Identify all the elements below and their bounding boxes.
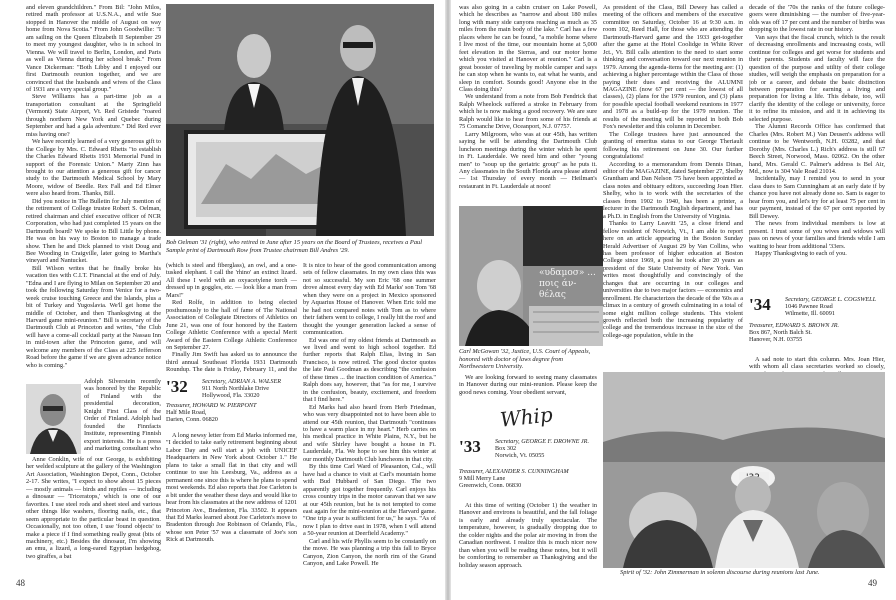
paragraph: Happy Thanksgiving to each of you. [755, 249, 847, 257]
address-line: Darien, Conn. 06820 [166, 416, 218, 424]
right-col3-top [749, 4, 885, 294]
paragraph: Incidentally, may I remind you to send in your class dues to Sam Cunningham at an early date if by chance you have not already done so. Sam is eager to hear from you, and let's try for at least 75 per cent in our payment, instead of the 67 per cent reported by Bill Dewey. [749, 175, 885, 220]
address-line: Box 302 [495, 445, 517, 453]
spread-gutter [445, 0, 451, 600]
paragraph: We have recently learned of a very generous gift to the College by Mrs. C. Edward Rhetts "to establish the Charles Edward Rhetts 1931 Memorial Fund in support of the Forensic Union." Marty Zinn has brought to our attention a generous gift for cancer study to the Dartmouth Medical School by Mary Moore, widow of Beedle. Rex Fall and Ed Elmer were also heard from. Thanks, Bill. [26, 138, 161, 198]
paragraph: As president of the Class, Bill Dewey has called a meeting of the officers and members of the executive committee on Saturday, October 16 at 9:30 a.m. in room 102, Reed Hall, for those who are attending the Dartmouth-Harvard game and the 1933 get-together after the game at the Hotel Coolidge in White River Jct., Vt. Bill calls attention to the need to start some thinking and conversation toward our next reunion in 1979. Among the agenda-items for the meeting are: (1) achieving a higher percentage within the Class of those paying their dues and receiving the ALUMNI MAGAZINE (now 67 per cent — the lowest of all classes), (2) plans for the 1979 reunion, and (3) plans for possible special football weekend reunions in 1977 and 1978 as a build-up for the 1979 reunion. The results of the meeting will be reported in both Bob Fox's newsletter and this column in December. [603, 4, 743, 131]
paragraph: By this time Carl Ward of Pleasanton, Cal., will have had a chance to visit at Carl's mountain home with Bud Hubbard of San Diego. The two apparently got together frequently. Carl enjoys his cross country trips in the motor caravan that we saw at our 45th reunion, but he is not tempted to come east again for the mini-reunion at the Harvard game. "One trip a year is sufficient for us," he says. "As of now I plan to drive east in 1978, when I will attend a 50-year reunion at Deerfield Academy." [303, 463, 436, 538]
photo2-banner-text: «υδαμοσ» ... ποις άν-θέλας [539, 268, 596, 300]
address-line: Norwich, Vt. 05055 [495, 452, 545, 460]
right-col1-bottom [459, 502, 597, 578]
paragraph: Adolph Silverstein recently was honored by the Republic of Finland with the presidential decoration, Knight First Class of the Order of Finland. Adolph had founded the Finnfacts Institute, representing Finnish export interests. He is a press and marketing consultant who [84, 378, 161, 452]
address-line: Box 867, North Balch St. [749, 329, 812, 337]
paragraph: decade of the '70s the ranks of the future college-goers were diminishing — the number of five-year-olds was off 17 per cent and the number of births was dropping to the lowest rate in our history. [749, 4, 885, 34]
paragraph: (which is steel and fiberglass), an owl, and a one-tusked elephant. I call the 'rhino' an extinct lizard. All these I weld with an oxyacetylene torch — dressed up in goggles, etc. — look like a man from Mars!" [166, 262, 297, 299]
paragraph: Did you notice in The Bulletin for July mention of the retirement of College trustee Robert S. Oelman, retired chairman and chief executive officer of NCR Corporation, who had just completed 15 years on the Dartmouth board? We spoke to Bill Little by phone. He was on his way to Boston to manage a trade show. Then he and Dick planned to visit Doug and Bee Wooding in Craigville, later going to Martha's vineyard and Nantucket. [26, 197, 161, 265]
secretary-line: Secretary, GEORGE F. DROWNE JR. [495, 438, 589, 445]
left-col2-bottom [166, 432, 297, 576]
photo-carl-mcgowan [459, 206, 603, 346]
address-line: Greenwich, Conn. 06830 [459, 482, 522, 490]
paragraph: Ed Marks had also heard from Herb Friedman, who was very disappointed not to have been able to attend our 45th reunion, that Dartmouth "continues to have a warm place in my heart." Herb carries on his medical practice in White Plains, N.Y., but he and wife Shirley have bought a house in Ft. Lauderdale, Fla. We hope to see him this winter at our monthly Dartmouth Club luncheons in that city. [303, 403, 436, 463]
photo-oelman-andres [166, 4, 434, 236]
address-line: 911 North Northlake Drive [202, 385, 269, 393]
address-line: 9 Mill Merry Lane [459, 475, 506, 483]
paragraph: The Alumni Records Office has confirmed that Charles (Mrs. Robert M.) Van Deusen's address will continue to be Wentworth, N.H. 03282, and that Dorothy (Mrs. Charles L.) Rich's address is still 67 Beech Street, Norwood, Mass. 02062. On the other hand, Mrs. Gerald C. Palmer's address is Bel Air, Md., now is 304 Vale Road 21014. [749, 123, 885, 175]
paragraph: Ed was one of my oldest friends at Dartmouth as we lived and went to high school together. Ed further reports that Ralph Elias, living in San Francisco, is now retired. The good doctor quotes the late Paul Goodman as describing "the confusion of these times ... the inaction condition of America." Ralph does say, however, that "as for me, I survive in the confusion, beauty, excitement, and freedom that I find here." [303, 336, 436, 404]
paragraph: We are looking forward to seeing many classmates in Hanover during our mini-reunion. Please keep the good news coming. Your obedient servant, [459, 374, 597, 396]
right-col3-mid [749, 356, 885, 372]
left-col2-top [166, 262, 297, 374]
treasurer-line: Treasurer, HOWARD W. PIERPONT [166, 402, 257, 409]
class-year: '34 [749, 295, 771, 314]
paragraph: was also going in a cabin cruiser on Lake Powell, which he describes as "narrow and about 180 miles long with many side canyons reaching as much as 35 miles from the main body of the lake." Carl has a few places where he can be found, "a mobile home where I live most of the time, our mountain home at 5,000 feet elevation in the Sierras, and our motor home which you visited at Hanover at reunion." Carl is a great booster of traveling by mobile camper and says he can stop when he wants to, eat what he wants, and sleep in comfort. Sounds good! Anyone else in the Class doing this? [459, 4, 597, 93]
address-line: Wilmette, Ill. 60091 [785, 310, 835, 318]
right-col1-mid [459, 374, 597, 402]
address-line: Hollywood, Fla. 33020 [202, 392, 260, 400]
photo1-caption: Bob Oelman '31 (right), who retired in June after 15 years on the Board of Trustees, receives a Paul Sample print of Dartmouth Row from Trustee chairman Bill Andres '29. [166, 239, 423, 254]
page-number-right: 49 [868, 578, 877, 588]
paragraph: Bill Wilson writes that he finally broke his vacation ties with C.I.T. Financial at the end of July. "Edna and I are flying to Milan on September 20 and took the following Saturday from Venice for a two-week cruise touching Greece and the Islands, plus a bit of Turkey and Yugoslavia. We'll get home the middle of October, and then Thanksgiving at the Harvard game mini-reunion." Bill is secretary of the Dartmouth Club at Princeton and writes, "the Club will have a come-all cocktail party at the Nassau Inn in mid-town after the Princeton game, and will welcome any members of the Class at 225 Jefferson Road before the game if we are given advance notice who is coming." [26, 264, 161, 369]
paragraph: Anne Conklin, wife of our George, is exhibiting her welded sculpture at the gallery of the Washington Art Association, Washington Depot, Conn., October 2-17. She writes, "I expect to show about 15 pieces — mostly animals — birds and reptiles — including a dinosaur — 'Triceratops,' which is one of our favorites. I use steel rods and sheet steel and various other things like washers, flooring nails, etc., that seem appropriate to the particular beast in question. Occasionally, not too often, I use 'found objects' to make a piece if I find something really great (bits of machinery, etc.) Besides the dinosaur, I'm showing an emu, a lizard, a long-eared Egyptian hedgehog, two giraffes, a bat [26, 456, 161, 560]
paragraph: We understand from a note from Bob Fendrick that Ralph Wheelock suffered a stroke in February from which he is now making a good recovery. We are sure Ralph would like to hear from some of his friends at 75 Comanche Drive, Oceanport, N.J. 07757. [459, 93, 597, 131]
paragraph: According to a memorandum from Dennis Dinan, editor of the MAGAZINE, dated September 27, Shelby Grantham and Dan Nelson '75 have been appointed as class notes and obituary editors, succeeding Joan Hier. Shelby, who is to work with the secretaries of the classes from 1902 to 1940, has been a printer, a lecturer in the Dartmouth English department, and has a Ph.D. in English from the University of Virginia. [603, 160, 743, 220]
paragraph: The news from individual members is low at present. I trust some of you wives and widows will pass on news of your families and friends while I am waiting to hear from additional '33ers. [749, 220, 885, 250]
treasurer-line: Treasurer, EDWARD S. BROWN JR. [749, 322, 840, 329]
class-heading-1933 [459, 438, 597, 500]
paragraph: Carl and his wife Phyllis seem to be constantly on the move. He was planning a trip this fall to Bryce Canyon, Zion Canyon, the north rim of the Grand Canyon, and Lake Powell. He [303, 537, 436, 568]
portrait-photo-adolph-silverstein [26, 384, 81, 454]
class-year: '33 [459, 437, 481, 456]
paragraph: Larry Milgroom, who was at our 45th, has written saying he will be attending the Dartmouth Club luncheon meetings during the winter which he spent in Ft. Lauderdale. We need him and other "young men" to "soup up the geriatric group" as he puts it. Any classmates in the South Florida area please attend — 1st Thursday of every month — Heilman's restaurant in Ft. Lauderdale at noon! [459, 130, 597, 190]
class-heading-1934 [749, 296, 885, 354]
photo3-caption: Spirit of '32: John Zimmerman in solemn discourse during reunions last June. [620, 569, 820, 576]
paragraph: and eleven grandchildren." From Bil: "John Milos, retired math professor at U.S.N.A., and wife Sue stopped in Hanover the middle of August on way home from Nova Scotia." From John Goodwillie: "I am sailing on the Queen Elizabeth II September 29 to meet my youngest daughter, who is in school in Vienna. We will travel to Berlin, London, and Paris as well as Vienna during her school break." From Vance Dickerman: "Both Libby and I enjoyed our first Dartmouth reunion together, and we are convinced that the husbands and wives of the Class of 1931 are a very special group." [26, 4, 161, 93]
secretary-line: Secretary, GEORGE L. COGSWELL [785, 296, 877, 303]
left-col1-top [26, 4, 161, 372]
paragraph: The College trustees have just announced the granting of emeritus status to our George Theriault following his retirement on June 30. Our further congratulations! [603, 130, 743, 161]
photo-john-zimmerman [603, 372, 885, 568]
treasurer-line: Treasurer, ALEXANDER S. CUNNINGHAM [459, 468, 569, 475]
paragraph: Thanks to Larry Leavitt '25, a close friend and fellow resident of Norwich, Vt., I am able to report here on an article appearing in the Boston Sunday Herald Advertiser of August 29 by Van Collins, who has been professor of higher education at Boston College since 1969, a post he took after 20 years as president of the State University of New York. Van writes most thoughtfully and convincingly of the changes that are occurring in our colleges and universities due to two major factors — economics and enrollment. He characterizes the decade of the '60s as a climax in a century of growth culminating in a total of some eight million college students. This violent growth reflected both the increasing popularity of college and the tremendous increase in the size of the college-age population, while in the [603, 220, 743, 339]
paragraph: Van says that the fiscal crunch, which is the result of decreasing enrollments and increasing costs, will continue for colleges and get worse for students and their parents. Students and faculty will face the question of the purpose and utility of their college studies, will weigh the emphasis on preparation for a job or a career, and debate the basic distinction between preparation for earning a living and preparation for living a life. This debate, too, will clarify the identity of the college or university, force it to refine its mission, and aid it in achieving its selected purpose. [749, 33, 885, 123]
address-line: Hanover, N.H. 03755 [749, 336, 803, 344]
left-col1-bottom [26, 456, 161, 574]
secretary-line: Secretary, ADRIAN A. WALSER [202, 378, 282, 385]
class-heading-1932 [166, 378, 297, 428]
signature: Whip [498, 402, 554, 432]
paragraph: A long newsy letter from Ed Marks informed me, "I decided to take early retirement beginning about Labor Day and will start a job with UNICEF Headquarters in New York about October 1." He plans to take a small flat in that city and will continue to use his Leesburg, Va., address as a permanent one since this is where he plans to spend most weekends. Ed also reports that Joe Carleton is a bit under the weather these days and would like to hear from his classmates at the new address of 1201 Princeton Ave., Bradenton, Fla. 33502. It appears that Ed Marks learned about Joe Carleton's move to Bradenton through Joe Robinson of Orlando, Fla., whose son Peter '57 was a classmate of Joe's son Rick at Dartmouth. [166, 432, 297, 544]
page-number-left: 48 [16, 578, 25, 588]
address-line: Half Mile Road, [166, 409, 207, 417]
paragraph: Finally Jim Swift has asked us to announce the third annual Southeast Florida 1931 Dartmouth Roundup. The date is Friday, February 11, and the [166, 351, 297, 374]
address-line: 1046 Pawnee Road [785, 303, 833, 311]
paragraph: Red Rolfe, in addition to being elected posthumously to the hall of fame of The National Association of Collegiate Directors of Athletics on June 21, was one of four honored by the Eastern College Athletic Conference with a special Merit Award of the Eastern College Athletic Conference on September 27. [166, 299, 297, 351]
paragraph: A sad note to start this column. Mrs. Joan Hier, with whom all class secretaries worked so closely, [749, 356, 885, 371]
paragraph: Steve Williams has a part-time job as a transportation consultant at the Springfield (Vermont) State Airport, Vt. Red Gristede "roared through northern New York and Quebec during September and had a gala adventure." Did Red ever miss having one? [26, 93, 161, 138]
left-col1-adolph [84, 378, 161, 452]
right-col2 [603, 4, 743, 368]
paragraph: At this time of writing (October 1) the weather in Hanover and environs is beautiful, and the fall foliage is early and already truly spectacular. The temperature, however, is gradually dropping due to the colder nights and the polar air moving in from the Canadian northwest. I realize this is much nicer now than when you will be reading these notes, but it will be comforting to remember as Thanksgiving and the holiday season approach. [459, 502, 597, 569]
paragraph: It is nice to hear of the good communication among sets of fellow classmates. In my own class this was not so successful. My son Eric '68 one summer drove almost every day with Ed Marks' son Tom '68 when they were on a project in Mexico sponsored by Aquarius House of Hanover. When Eric told me he had not compared notes with Tom as to where their fathers went to college, I really hit the roof and thought the younger generation lacked a sense of communication. [303, 262, 436, 337]
right-col1-top [459, 4, 597, 202]
class-year: '32 [166, 377, 188, 396]
photo2-caption: Carl McGowan '32, Justice, U.S. Court of Appeals, honored with doctor of laws degree from Northwestern University. [459, 348, 591, 371]
left-col3 [303, 262, 436, 576]
